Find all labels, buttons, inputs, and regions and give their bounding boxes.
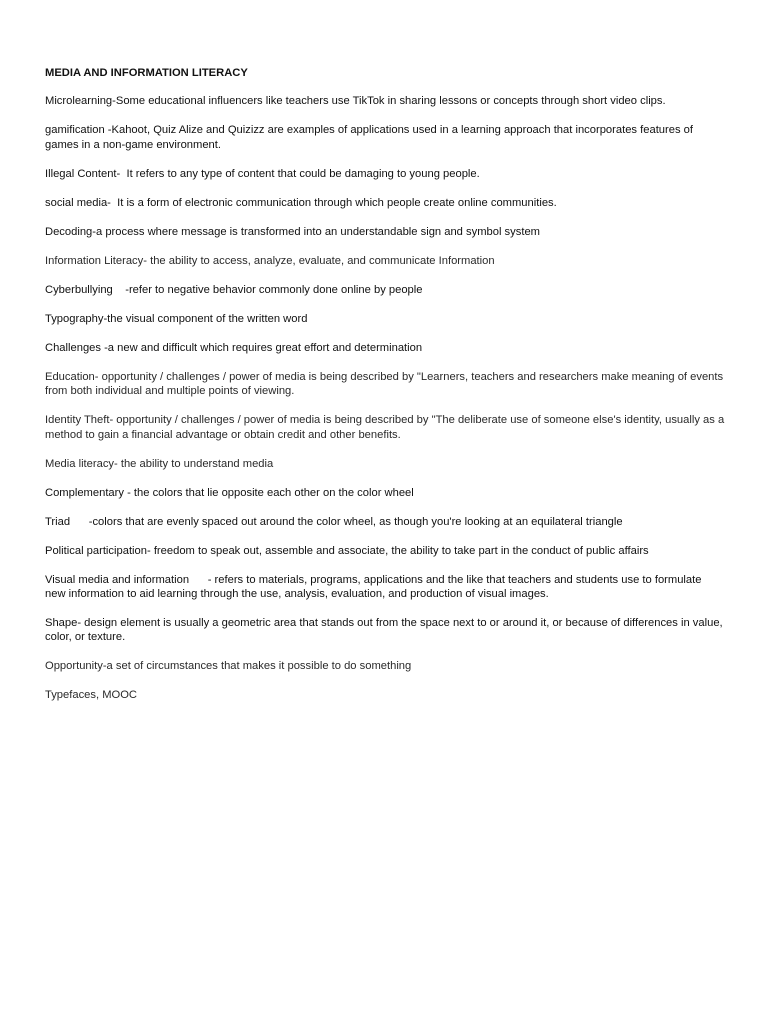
paragraph-gamification: gamification -Kahoot, Quiz Alize and Quizizz are examples of applications used in a learning approach that incorporates features of games in a non-game environment. [45, 124, 697, 151]
document-body [45, 66, 728, 717]
paragraph-decoding: Decoding-a process where message is transformed into an understandable sign and symbol system [45, 225, 540, 238]
document-title: MEDIA AND INFORMATION LITERACY [45, 67, 248, 79]
paragraph-illegal-content: Illegal Content- It refers to any type of content that could be damaging to young people. [45, 167, 480, 180]
paragraph-information-literacy: Information Literacy- the ability to access, analyze, evaluate, and communicate Information [45, 254, 495, 267]
paragraph-media-literacy: Media literacy- the ability to understand media [45, 457, 274, 470]
paragraph-shape: Shape- design element is usually a geometric area that stands out from the space next to or around it, or because of differences in value, color, or texture. [45, 617, 726, 644]
paragraph-triad: Triad -colors that are evenly spaced out around the color wheel, as though you're looking at an equilateral triangle [45, 515, 623, 528]
paragraph-political-participation: Political participation- freedom to speak out, assemble and associate, the ability to take part in the conduct of public affairs [45, 544, 649, 557]
paragraph-microlearning: Microlearning-Some educational influencers like teachers use TikTok in sharing lessons or concepts through short video clips. [45, 95, 666, 108]
paragraph-cyberbullying: Cyberbullying -refer to negative behavior commonly done online by people [45, 283, 423, 296]
paragraph-challenges: Challenges -a new and difficult which requires great effort and determination [45, 341, 423, 354]
paragraph-education: Education- opportunity / challenges / power of media is being described by "Learners, teachers and researchers make meaning of events from both individual and multiple points of viewing. [45, 370, 727, 398]
paragraph-social-media: social media- It is a form of electronic communication through which people create online communities. [45, 196, 557, 209]
paragraph-typefaces-mooc: Typefaces, MOOC [45, 689, 138, 702]
paragraph-identity-theft: Identity Theft- opportunity / challenges / power of media is being described by "The deliberate use of someone else's identity, usually as a method to gain a financial advantage or obtain credit and other benefits. [45, 414, 728, 441]
paragraph-visual-media: Visual media and information - refers to materials, programs, applications and the like that teachers and students use to formulate new information to aid learning through the use, analysis, evaluation, and production of visual images. [45, 573, 705, 601]
paragraph-typography: Typography-the visual component of the written word [45, 312, 308, 325]
paragraph-complementary: Complementary - the colors that lie opposite each other on the color wheel [45, 486, 414, 499]
paragraph-opportunity: Opportunity-a set of circumstances that makes it possible to do something [45, 660, 412, 673]
